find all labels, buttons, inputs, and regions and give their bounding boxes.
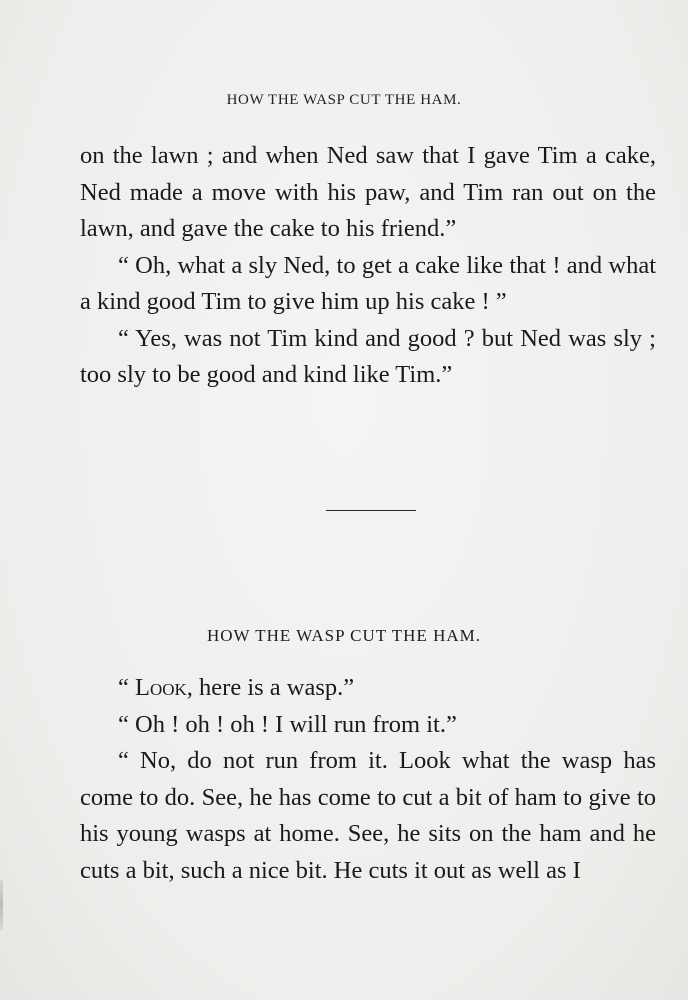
chapter-heading: HOW THE WASP CUT THE HAM. (206, 626, 482, 645)
smallcaps-word: Look (135, 674, 187, 701)
running-head: HOW THE WASP CUT THE HAM. (226, 92, 462, 108)
text-block-wasp-story (80, 670, 656, 889)
paragraph (80, 670, 656, 707)
section-divider-rule (326, 510, 416, 511)
paragraph: on the lawn ; and when Ned saw that I gave Tim a cake, Ned made a move with his paw, and Tim ran out on the lawn, and gave the cake to his friend.” (80, 142, 656, 242)
paragraph-rest: , here is a wasp.” (186, 674, 355, 701)
open-quote: “ (118, 674, 135, 701)
paragraph: “ Oh ! oh ! oh ! I will run from it.” (118, 710, 457, 738)
paragraph: “ Yes, was not Tim kind and good ? but Ned was sly ; too sly to be good and kind like Tim.” (80, 324, 656, 388)
paragraph: “ No, do not run from it. Look what the wasp has come to do. See, he has come to cut a bit of ham to give to his young wasps at home. See, he sits on the ham and he cuts a bit, such a nice bit. He cuts it out as well as I (80, 747, 656, 884)
text-block-previous-story (80, 138, 656, 394)
page-edge-shadow (0, 880, 3, 930)
paragraph: “ Oh, what a sly Ned, to get a cake like that ! and what a kind good Tim to give him up his cake ! ” (80, 251, 656, 315)
